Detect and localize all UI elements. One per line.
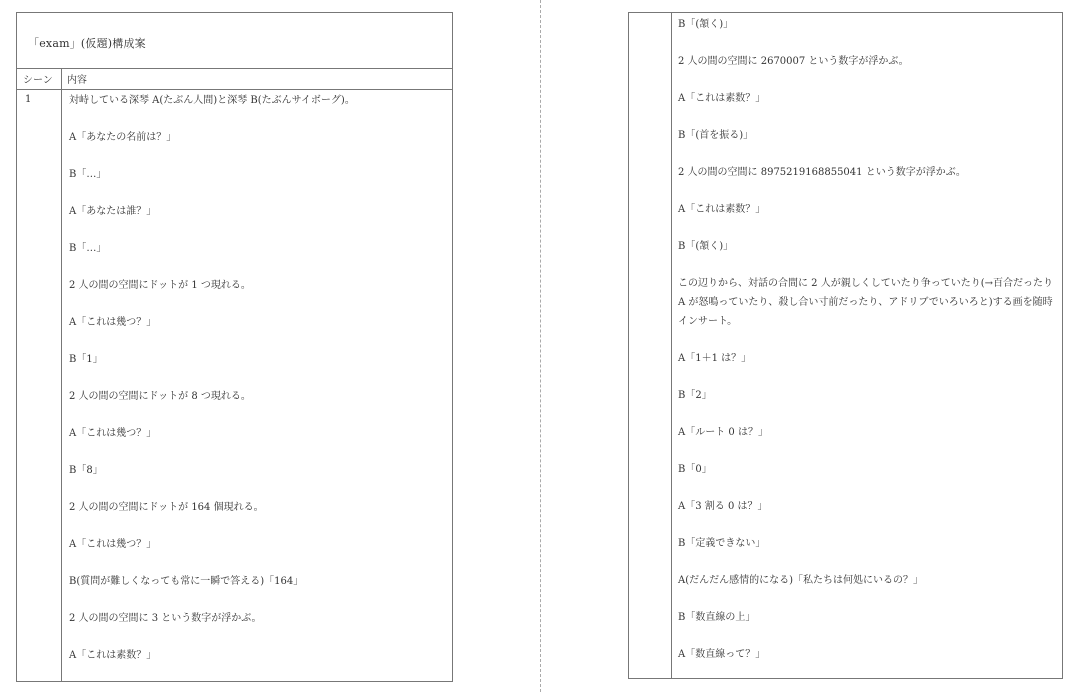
script-line: 2 人の間の空間に 2670007 という数字が浮かぶ。: [678, 56, 909, 67]
script-line: B「1」: [69, 354, 103, 365]
script-line: B「(頷く)」: [678, 19, 734, 30]
column-divider: [671, 13, 672, 678]
script-line: A「ルート 0 は？」: [678, 427, 768, 438]
script-line: B「…」: [69, 169, 107, 180]
scene-number: 1: [25, 94, 32, 105]
script-line: A「1＋1 は？」: [678, 353, 752, 364]
script-line: A「これは幾つ？」: [69, 428, 157, 439]
script-line: B「定義できない」: [678, 538, 766, 549]
script-line: 対峙している深琴 A(たぶん人間)と深琴 B(たぶんサイボーグ)。: [69, 95, 355, 106]
script-line: A「数直線って？」: [678, 649, 766, 660]
title-divider: [17, 68, 452, 69]
script-line: B「…」: [69, 243, 107, 254]
script-line: 2 人の間の空間にドットが 1 つ現れる。: [69, 280, 251, 291]
script-line: この辺りから、対話の合間に 2 人が親しくしていたり争っていたり(→百合だったり A が怒鳴っていたり、殺し合い寸前だったり、アドリブでいろいろと)する画を随時インサート。: [678, 278, 1053, 327]
left-script-lines: [69, 91, 447, 683]
script-line: 2 人の間の空間に 8975219168855041 という数字が浮かぶ。: [678, 167, 966, 178]
script-line: A「これは幾つ？」: [69, 539, 157, 550]
header-scene: シーン: [23, 75, 53, 86]
document-title: 「exam」(仮題)構成案: [28, 37, 146, 50]
script-line: B「0」: [678, 464, 712, 475]
script-line: B「(頷く)」: [678, 241, 734, 252]
script-line: A「これは素数？」: [69, 650, 157, 661]
page-break-line: [540, 0, 541, 692]
script-line: B「8」: [69, 465, 103, 476]
script-line: A「3 割る 0 は？」: [678, 501, 768, 512]
header-divider: [17, 89, 452, 90]
column-divider: [61, 68, 62, 681]
script-line: 2 人の間の空間に 3 という数字が浮かぶ。: [69, 613, 262, 624]
header-content: 内容: [67, 75, 87, 86]
document-page-right: [628, 12, 1063, 679]
script-line: B「数直線の上」: [678, 612, 756, 623]
script-line: A「これは素数？」: [678, 93, 766, 104]
document-page-left: [16, 12, 453, 682]
script-line: A「あなたは誰？」: [69, 206, 157, 217]
script-line: A「あなたの名前は？」: [69, 132, 177, 143]
script-line: B「(首を振る)」: [678, 130, 754, 141]
script-line: 2 人の間の空間にドットが 8 つ現れる。: [69, 391, 251, 402]
script-line: B「2」: [678, 390, 712, 401]
script-line: 2 人の間の空間にドットが 164 個現れる。: [69, 502, 264, 513]
script-line: B(質問が難しくなっても常に一瞬で答える)「164」: [69, 576, 304, 587]
script-line: A「これは幾つ？」: [69, 317, 157, 328]
right-script-lines: [678, 15, 1058, 682]
script-line: A(だんだん感情的になる)「私たちは何処にいるの？」: [678, 575, 924, 586]
script-line: A「これは素数？」: [678, 204, 766, 215]
